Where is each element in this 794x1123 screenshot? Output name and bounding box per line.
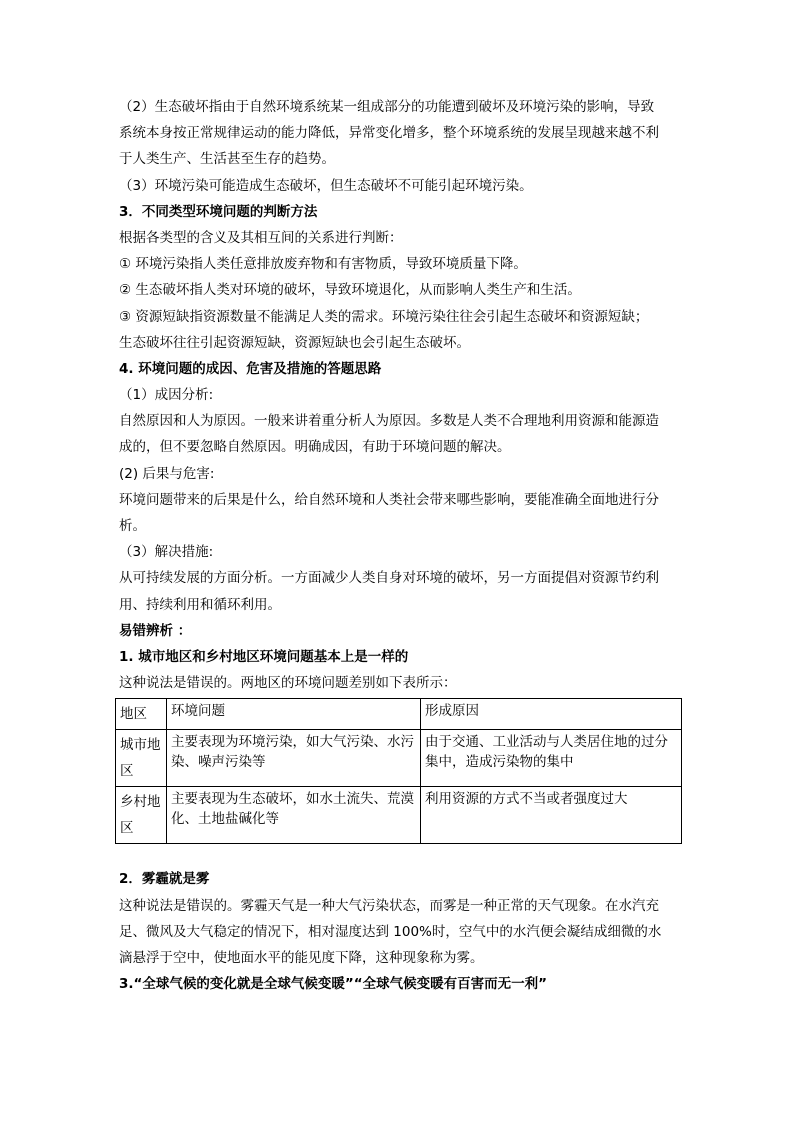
text-line: 这种说法是错误的。两地区的环境问题差别如下表所示： — [119, 675, 457, 692]
table-cell-region: 城市地区 — [116, 730, 167, 787]
text-line: 成的，但不要忽略自然原因。明确成因，有助于环境问题的解决。 — [119, 439, 511, 456]
text-line: ③ 资源短缺指资源数量不能满足人类的需求。环境污染往往会引起生态破坏和资源短缺； — [119, 308, 649, 325]
text-line: 滴悬浮于空中，使地面水平的能见度下降，这种现象称为雾。 — [119, 949, 484, 966]
table-header-cell: 环境问题 — [167, 699, 421, 730]
section-heading: 3．不同类型环境问题的判断方法 — [119, 203, 318, 220]
text-line: 自然原因和人为原因。一般来讲着重分析人为原因。多数是人类不合理地利用资源和能源造 — [119, 413, 659, 430]
text-line: (2) 后果与危害: — [119, 465, 215, 482]
document-page — [119, 94, 684, 997]
text-line: 足、微风及大气稳定的情况下，相对湿度达到 100%时，空气中的水汽便会凝结成细微的水 — [119, 923, 662, 940]
text-line: （2）生态破坏指由于自然环境系统某一组成部分的功能遭到破坏及环境污染的影响，导致 — [119, 99, 655, 115]
text-block-bottom — [119, 866, 684, 997]
section-heading: 易错辨析 ： — [119, 622, 192, 639]
text-line: 于人类生产、生活甚至生存的趋势。 — [119, 151, 335, 168]
section-heading: 3.“全球气候的变化就是全球气候变暖”“全球气候变暖有百害而无一利” — [119, 976, 548, 993]
table-cell-cause: 利用资源的方式不当或者强度过大 — [421, 787, 682, 844]
text-line: 这种说法是错误的。雾霾天气是一种大气污染状态，而雾是一种正常的天气现象。在水汽充 — [119, 897, 659, 914]
table-cell-problem: 主要表现为环境污染，如大气污染、水污染、噪声污染等 — [167, 730, 421, 787]
table-cell-cause: 由于交通、工业活动与人类居住地的过分集中，造成污染物的集中 — [421, 730, 682, 787]
text-line: ② 生态破坏指人类对环境的破坏，导致环境退化，从而影响人类生产和生活。 — [119, 282, 581, 299]
section-heading: 1. 城市地区和乡村地区环境问题基本上是一样的 — [119, 648, 409, 665]
text-line: 系统本身按正常规律运动的能力降低，异常变化增多，整个环境系统的发展呈现越来越不利 — [119, 125, 659, 142]
table-header-cell: 形成原因 — [421, 699, 682, 730]
table-header-row — [116, 699, 682, 730]
section-heading: 2．雾霾就是雾 — [119, 871, 210, 888]
text-line: ① 环境污染指人类任意排放废弃物和有害物质，导致环境质量下降。 — [119, 256, 527, 273]
table-header-cell: 地区 — [116, 699, 167, 730]
text-line: （3）环境污染可能造成生态破坏，但生态破坏不可能引起环境污染。 — [119, 177, 533, 194]
text-line: 析。 — [119, 518, 146, 534]
text-line: （1）成因分析: — [119, 387, 214, 404]
section-heading: 4. 环境问题的成因、危害及措施的答题思路 — [119, 360, 382, 377]
text-line: （3）解决措施: — [119, 544, 214, 561]
table-row — [116, 730, 682, 787]
text-line: 生态破坏往往引起资源短缺，资源短缺也会引起生态破坏。 — [119, 334, 470, 351]
text-line: 根据各类型的含义及其相互间的关系进行判断： — [119, 229, 403, 246]
table-cell-problem: 主要表现为生态破坏，如水土流失、荒漠化、土地盐碱化等 — [167, 787, 421, 844]
table-cell-region: 乡村地区 — [116, 787, 167, 844]
text-line: 用、持续利用和循环利用。 — [119, 596, 281, 613]
comparison-table — [115, 698, 682, 844]
table-row — [116, 787, 682, 844]
text-line: 环境问题带来的后果是什么，给自然环境和人类社会带来哪些影响，要能准确全面地进行分 — [119, 491, 659, 508]
text-line: 从可持续发展的方面分析。一方面减少人类自身对环境的破坏，另一方面提倡对资源节约利 — [119, 570, 659, 587]
text-block-top — [119, 94, 684, 696]
